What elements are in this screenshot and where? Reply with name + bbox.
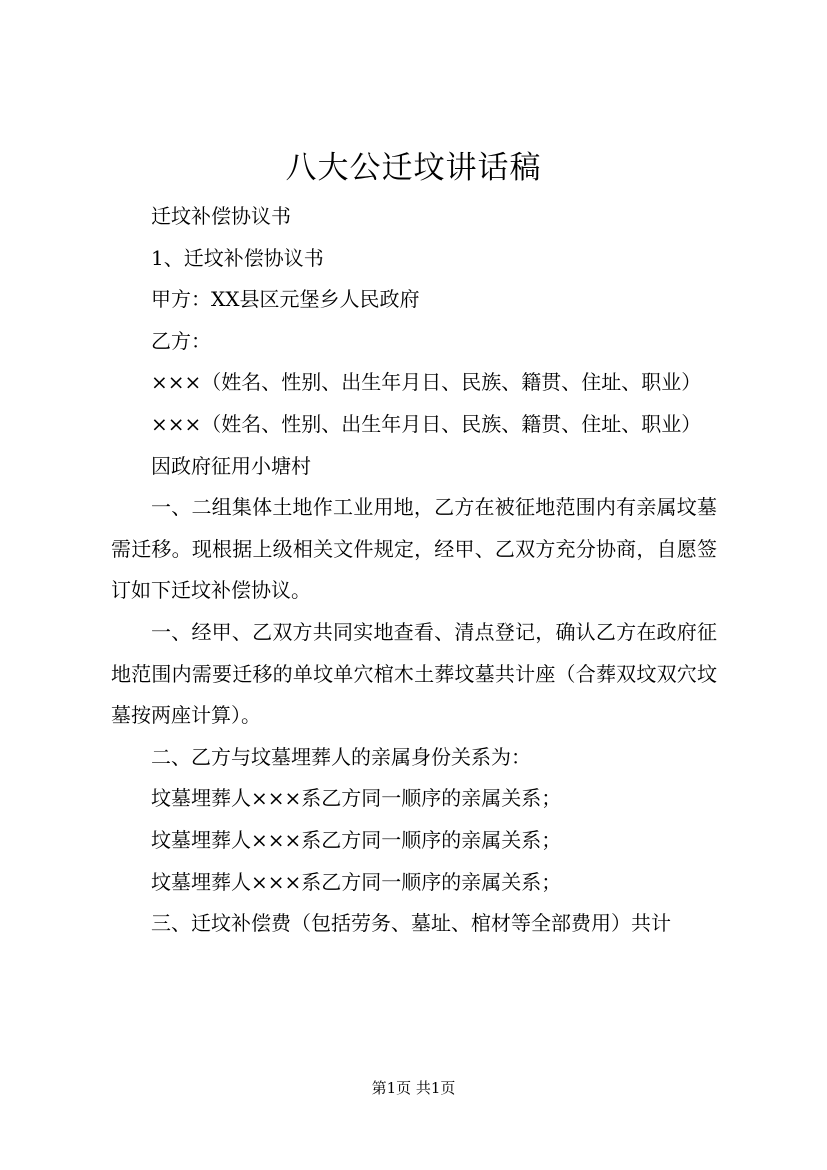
- paragraph: 二、乙方与坟墓埋葬人的亲属身份关系为：: [151, 744, 531, 769]
- paragraph: 三、迁坟补偿费（包括劳务、墓址、棺材等全部费用）共计: [151, 911, 671, 936]
- paragraph: ×××（姓名、性别、出生年月日、民族、籍贯、住址、职业）: [151, 370, 702, 395]
- paragraph: 坟墓埋葬人×××系乙方同一顺序的亲属关系；: [151, 786, 562, 811]
- paragraph: 1、迁坟补偿协议书: [151, 245, 324, 270]
- paragraph: 迁坟补偿协议书: [151, 204, 291, 228]
- document-body: [111, 196, 717, 945]
- paragraph: 甲方：XX县区元堡乡人民政府: [151, 287, 420, 312]
- paragraph: 坟墓埋葬人×××系乙方同一顺序的亲属关系；: [151, 869, 562, 894]
- paragraph: 乙方：: [151, 328, 211, 353]
- document-title: 八大公迁坟讲话稿: [285, 150, 542, 186]
- paragraph: 坟墓埋葬人×××系乙方同一顺序的亲属关系；: [151, 827, 562, 852]
- paragraph: 一、二组集体土地作工业用地，乙方在被征地范围内有亲属坟墓需迁移。现根据上级相关文件规定，经甲、乙双方充分协商，自愿签订如下迁坟补偿协议。: [111, 495, 717, 603]
- page-footer: 第1页 共1页: [371, 1079, 456, 1097]
- paragraph: 一、经甲、乙双方共同实地查看、清点登记，确认乙方在政府征地范围内需要迁移的单坟单穴棺木土葬坟墓共计座（合葬双坟双穴坟墓按两座计算）。: [111, 619, 717, 728]
- paragraph: 因政府征用小塘村: [151, 453, 311, 478]
- paragraph: ×××（姓名、性别、出生年月日、民族、籍贯、住址、职业）: [151, 411, 702, 436]
